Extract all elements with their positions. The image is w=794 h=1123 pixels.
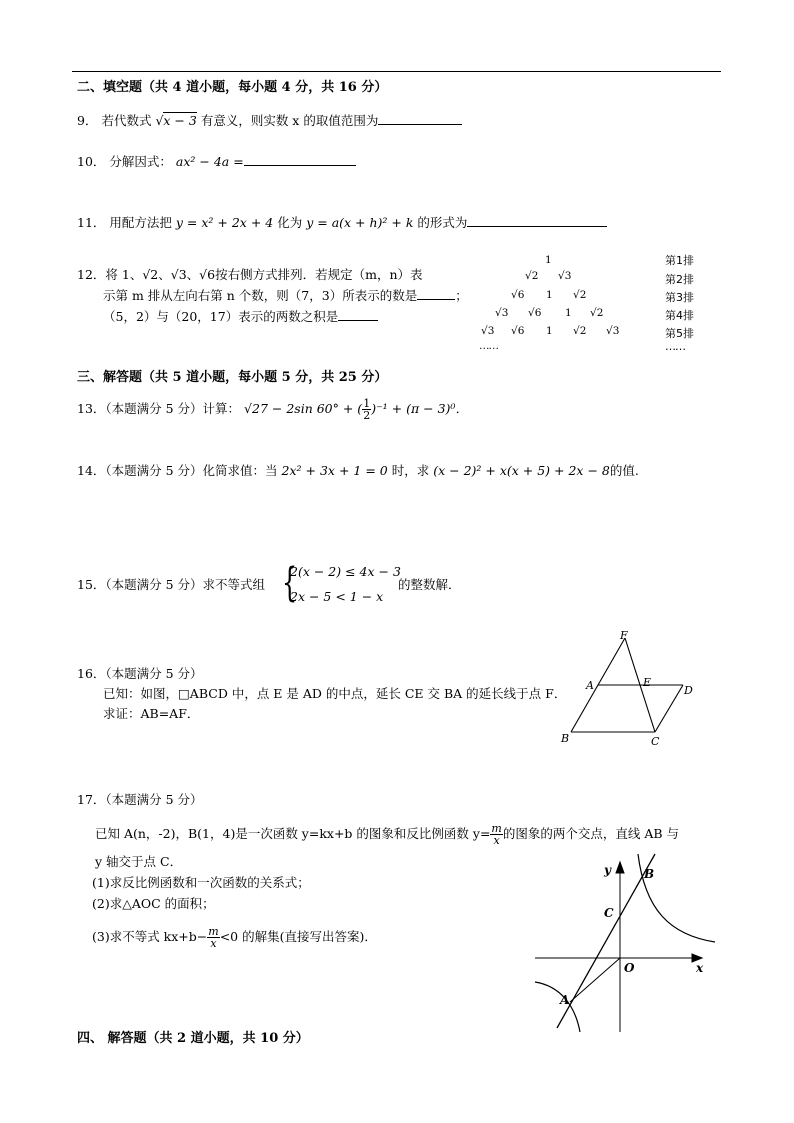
tri-r4-1: √3 bbox=[495, 307, 509, 319]
graph-label-c: C bbox=[604, 906, 614, 920]
q15-system bbox=[282, 560, 402, 607]
q17-part-3a: (3)求不等式 kx+b− bbox=[92, 929, 208, 944]
q17-line-1 bbox=[95, 823, 679, 846]
q17-part-3-fraction: $\frac{m}{x}$ bbox=[208, 925, 219, 950]
q12-blank-1[interactable] bbox=[417, 287, 455, 300]
q12-text-1: 将 1、√2、√3、√6按右侧方式排列．若规定（m，n）表 bbox=[105, 267, 423, 282]
q15-number: 15． bbox=[77, 577, 106, 592]
q13-expr-a: √27 − 2sin 60° + ( bbox=[244, 401, 363, 416]
q11-expression-1: y = x² + 2x + 4 bbox=[175, 215, 274, 230]
q17-part-3 bbox=[92, 926, 377, 949]
q16-head: （本题满分 5 分） bbox=[105, 666, 203, 681]
tri-r2-1: √2 bbox=[525, 270, 539, 282]
row-label-2: 第2排 bbox=[665, 273, 694, 286]
q17-head: （本题满分 5 分） bbox=[105, 792, 203, 807]
tri-r3-1: √6 bbox=[511, 289, 525, 301]
q13-fraction: $\frac{1}{2}$ bbox=[363, 397, 371, 422]
q10-number: 10． bbox=[77, 154, 106, 169]
graph-label-o: O bbox=[624, 961, 635, 975]
q11-number: 11． bbox=[77, 215, 106, 230]
segment-cd bbox=[655, 685, 683, 732]
question-12-line-3 bbox=[103, 308, 378, 325]
q17-part-2: (2)求△AOC 的面积； bbox=[92, 896, 215, 911]
section-4-title: 四、 解答题（共 2 道小题，共 10 分） bbox=[77, 1031, 309, 1046]
label-c: C bbox=[651, 735, 660, 748]
line-ab bbox=[557, 854, 655, 1028]
section-2-title: 二、填空题（共 4 道小题，每小题 4 分，共 16 分） bbox=[77, 80, 388, 95]
section-3-title: 三、解答题（共 5 道小题，每小题 5 分，共 25 分） bbox=[77, 370, 388, 385]
tri-r5-3: 1 bbox=[546, 325, 553, 337]
tri-r3-3: √2 bbox=[573, 289, 587, 301]
q17-fraction: $\frac{m}{x}$ bbox=[491, 822, 502, 847]
segment-ao bbox=[570, 958, 620, 1002]
q11-expression-2: y = a(x + h)² + k bbox=[306, 215, 414, 230]
label-e: E bbox=[643, 676, 652, 689]
q15-inequality-2: 2x − 5 < 1 − x bbox=[290, 589, 384, 604]
q17-line-1a: 已知 A(n，-2)，B(1，4)是一次函数 y=kx+b 的图象和反比例函数 y= bbox=[95, 826, 491, 841]
question-11 bbox=[77, 214, 607, 231]
label-b: B bbox=[561, 732, 570, 745]
q17-number: 17． bbox=[77, 792, 106, 807]
q14-condition: 2x² + 3x + 1 = 0 bbox=[281, 463, 388, 478]
parallelogram-figure bbox=[555, 628, 705, 748]
q12-text-2-end: ； bbox=[455, 288, 468, 303]
q12-blank-2[interactable] bbox=[338, 308, 378, 321]
label-f: F bbox=[620, 629, 628, 642]
hyperbola-branch-2 bbox=[535, 982, 580, 1032]
q10-expression: ax² − 4a = bbox=[175, 154, 244, 169]
label-a: A bbox=[586, 679, 594, 692]
q12-text-3: （5，2）与（20，17）表示的两数之积是 bbox=[103, 309, 339, 324]
q9-number: 9． bbox=[77, 113, 98, 128]
q17-part-1: (1)求反比例函数和一次函数的关系式； bbox=[92, 875, 310, 890]
label-d: D bbox=[684, 684, 693, 697]
q13-number: 13． bbox=[77, 401, 106, 416]
question-14 bbox=[77, 463, 639, 479]
q12-text-2: 示第 m 排从左向右第 n 个数，则（7，3）所表示的数是 bbox=[103, 288, 418, 303]
tri-r4-4: √2 bbox=[590, 307, 604, 319]
row-label-4: 第4排 bbox=[665, 309, 694, 322]
q17-line-1b: 的图象的两个交点，直线 AB 与 bbox=[502, 826, 680, 841]
q17-line-2: y 轴交于点 C． bbox=[95, 854, 183, 869]
q13-pre: （本题满分 5 分）计算： bbox=[105, 401, 241, 416]
q14-post: 的值. bbox=[609, 463, 639, 478]
q9-pre: 若代数式 bbox=[101, 113, 152, 128]
tri-r1-1: 1 bbox=[545, 254, 552, 266]
q14-pre: （本题满分 5 分）化简求值：当 bbox=[105, 463, 278, 478]
graph-label-y: y bbox=[604, 863, 611, 877]
q10-answer-blank[interactable] bbox=[244, 153, 356, 166]
q17-part-3b: <0 的解集(直接写出答案)． bbox=[219, 929, 377, 944]
q16-line-2: 求证：AB=AF． bbox=[103, 706, 200, 721]
q15-brace: { bbox=[282, 560, 298, 606]
header-rule bbox=[72, 71, 721, 72]
tri-dots: …… bbox=[479, 340, 498, 352]
question-12-line-1 bbox=[77, 267, 423, 283]
tri-r5-2: √6 bbox=[511, 325, 525, 337]
q9-answer-blank[interactable] bbox=[378, 112, 462, 125]
q15-pre: （本题满分 5 分）求不等式组 bbox=[105, 577, 266, 592]
q16-line-1: 已知：如图，□ABCD 中，点 E 是 AD 的中点，延长 CE 交 BA 的延长线于点 F． bbox=[103, 686, 567, 701]
question-13 bbox=[77, 398, 468, 421]
row-label-3: 第3排 bbox=[665, 291, 694, 304]
tri-r4-3: 1 bbox=[565, 307, 572, 319]
q10-pre: 分解因式： bbox=[109, 154, 172, 169]
q16-number: 16． bbox=[77, 666, 106, 681]
q9-post: 有意义，则实数 x 的取值范围为 bbox=[200, 113, 379, 128]
question-16-head bbox=[77, 666, 203, 682]
question-10 bbox=[77, 153, 356, 170]
graph-label-b: B bbox=[644, 867, 655, 881]
q14-number: 14． bbox=[77, 463, 106, 478]
graph-label-x: x bbox=[696, 961, 704, 975]
question-9 bbox=[77, 112, 462, 129]
q9-expression: √x − 3 bbox=[155, 113, 197, 128]
q11-answer-blank[interactable] bbox=[467, 214, 607, 227]
q13-expr-b: )⁻¹ + (π − 3)⁰． bbox=[371, 401, 468, 416]
q14-expression: (x − 2)² + x(x + 5) + 2x − 8 bbox=[433, 463, 610, 478]
q11-pre: 用配方法把 bbox=[109, 215, 172, 230]
tri-r5-4: √2 bbox=[573, 325, 587, 337]
q11-post: 的形式为 bbox=[417, 215, 468, 230]
tri-r3-2: 1 bbox=[546, 289, 553, 301]
function-graph bbox=[530, 850, 720, 1032]
question-12-line-2 bbox=[103, 287, 468, 304]
row-label-1: 第1排 bbox=[665, 254, 694, 267]
graph-label-a: A bbox=[560, 993, 570, 1007]
q15-inequality-1: 2(x − 2) ≤ 4x − 3 bbox=[290, 564, 401, 579]
row-label-5: 第5排 bbox=[665, 327, 694, 340]
q14-mid: 时，求 bbox=[391, 463, 430, 478]
q12-number: 12． bbox=[77, 267, 106, 282]
tri-r5-5: √3 bbox=[606, 325, 620, 337]
question-17-head bbox=[77, 792, 203, 808]
question-15 bbox=[77, 577, 265, 593]
tri-r5-1: √3 bbox=[481, 325, 495, 337]
q15-post: 的整数解． bbox=[398, 577, 461, 592]
row-label-dots: …… bbox=[665, 340, 685, 353]
tri-r4-2: √6 bbox=[528, 307, 542, 319]
tri-r2-2: √3 bbox=[558, 270, 572, 282]
q11-mid: 化为 bbox=[277, 215, 303, 230]
y-axis-arrow bbox=[616, 862, 624, 873]
